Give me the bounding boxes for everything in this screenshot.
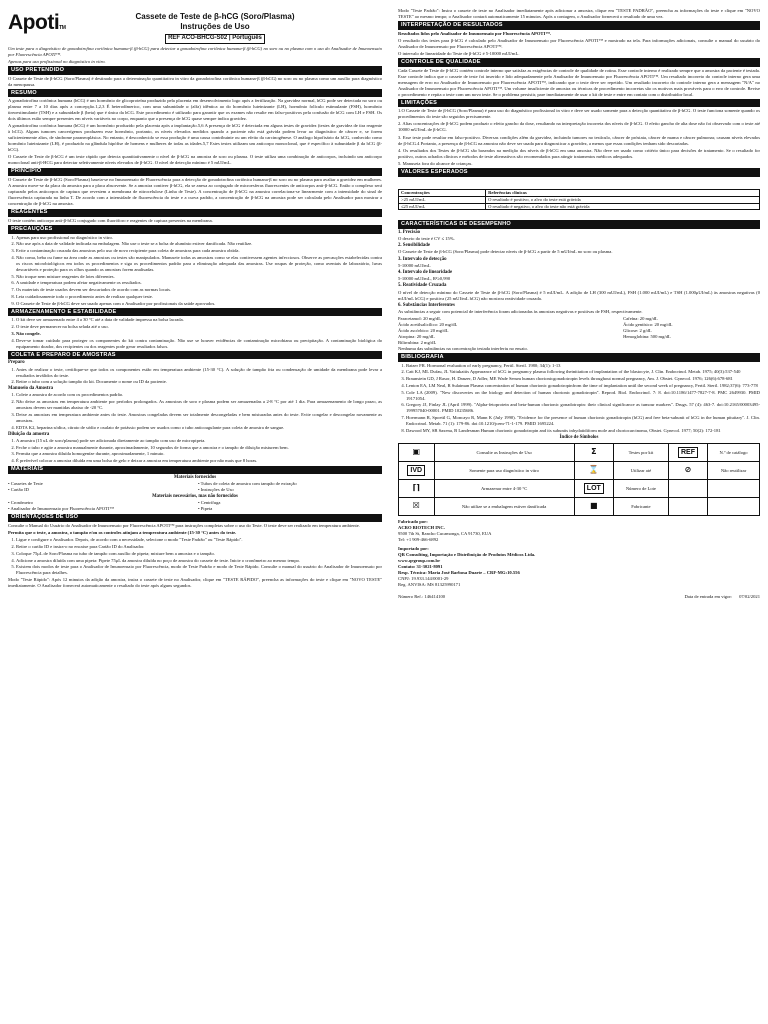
material-item: • Analisador de Imunoensaio por Fluorescência APOTI™ [8, 506, 114, 512]
resumo-paragraph-3: O Cassete de Teste de β-hCG é um teste rápido que detecta quantitativamente o nível de β-hCG na amostra de soro ou plasma. O teste utiliza uma combinação de anticorpos, incluindo um anticorpo monoclonal anti-β-HCG para detectar seletivamente níveis elevados de β-hCG. O nível de detecção mínimo é 5 mUI/mL. [8, 154, 382, 166]
list-item: 1. A amostra (15 uL de soro/plasma) pode ser adicionada diretamente ao tampão com uso de micropipeta. [16, 438, 382, 444]
list-item: 5. Não troque nem misture reagentes de lotes diferentes. [16, 274, 382, 280]
title-line1: Cassete de Teste de β-hCG (Soro/Plasma) [135, 12, 295, 21]
table-cell: Não reutilizar [708, 462, 760, 480]
symbol-cell [399, 480, 435, 498]
substancia-item [623, 340, 760, 346]
deteccao-text: 5-10000 mUI/mL [398, 262, 431, 268]
anvisa-registration: Reg. ANVISA: MS 81325990171 [398, 581, 461, 587]
effective-date [684, 594, 760, 600]
section-materiais: MATERIAIS [8, 466, 382, 474]
section-principio: PRINCÍPIO [8, 168, 382, 176]
right-column [398, 8, 760, 600]
armazenamento-list [16, 317, 382, 349]
interpretacao-subtitle: Resultados lidos pelo Analisador de Imunoensaio por Fluorescência APOTI™. [398, 30, 552, 36]
linearidade-text: 5-10000 mUI/mL, R²≥0,990 [398, 276, 451, 282]
table-cell: O resultado é negativo, o alvo do teste não está grávida [486, 203, 760, 210]
list-item: 3. Braunstein GD, J Rasor, H. Danzer, D Adler, ME Wade Serum human chorionicgonadotropin levels throughout normal pregnancy, Am. J. Obstet. Gynecol. 1976; 126(6):678-681 [406, 376, 760, 382]
limitacao-item: 4. Os resultados dos Testes de β-hCG são baseados na medição dos níveis de β-hCG em uma amostra. Não deve ser usado como critério único para decisões de tratamento. Se o resultado for positivo, outros achados clínicos e métodos de teste alternativos são recomendados para atingir tratamentos médicos adequados. [398, 147, 760, 159]
table-cell: Fabricante [613, 498, 668, 516]
list-item: 1. Antes de realizar o teste, certifique-se que todos os componentes estão em temperatura ambiente (15-30 °C). A solução de tampão fria ou condensação de umidade da membrana pode levar a resultados inválidos do teste. [16, 367, 382, 379]
preparo-list [16, 367, 382, 386]
table-cell: Armazenar entre 4-30 °C [434, 480, 574, 498]
hourglass-icon: ⌛ [588, 465, 599, 475]
list-item: 3. Deixe as amostras em temperatura ambiente antes do teste. Amostras congeladas devem ser totalmente descongeladas e bem misturadas antes do teste. Evite congelar e descongelar novamente as amostras. [16, 412, 382, 424]
intro-professional-use: Apenas para uso profissional no diagnóstico in vitro. [8, 58, 106, 64]
substancia-item: Bilirrubina: 2 mg/dL [398, 339, 437, 345]
symbol-cell [574, 480, 613, 498]
symbol-cell [574, 498, 613, 516]
list-item: 4. Adicione a amostra diluída com uma pipeta: Pipete 75μL da amostra diluída no poço de amostra do cassete de teste. Inicie o cronômetro ao mesmo tempo. [16, 558, 382, 564]
section-coleta: COLETA E PREPARO DE AMOSTRAS [8, 351, 382, 359]
symbol-cell [668, 480, 707, 498]
list-item: 1. Colete a amostra de acordo com os procedimentos padrão. [16, 392, 382, 398]
importer-name: QR Consulting, Importação e Distribuição de Produtos Médicos Ltda. [398, 551, 536, 557]
list-item: 5. Existem dois modos de teste para o Analisador de Imunoensaio por Fluorescência, modo de Teste Padrão e modo de Teste Rápido. Consulte o manual do usuário do Analisador de Imunoensaio por Fluorescência para detalhes. [16, 564, 382, 576]
linearidade-label: 4. Intervalo de linearidade [398, 269, 453, 275]
table-cell: Consulte as Instruções de Uso [434, 444, 574, 462]
orientacoes-steps [16, 537, 382, 576]
substancia-item: Atropina: 20 mg/dL [398, 333, 435, 339]
ivd-icon: IVD [407, 465, 425, 476]
fabricado-label: Fabricado por: [398, 519, 428, 525]
list-item: 5. Cole LA (2009). "New discoveries on the biology and detection of human chorionic gonadotropin". Reprod. Biol. Endocrinol. 7: 8. doi:10.1186/1477-7827-7-8. PMC 2649930. PMID 19171054. [406, 390, 760, 402]
simbolos-table [398, 443, 760, 516]
list-item: 9. O Cassete de Teste de β-hCG deve ser usado apenas com o Analisador por profissionais da saúde aprovados. [16, 301, 382, 307]
reagentes-text: O teste contém anticorpo anti-β-hCG conjugado com fluoróforo e reagentes de captura presentes na membrana. [8, 217, 213, 223]
interpretacao-paragraph-1: O resultado dos testes para β-hCG é calculado pelo Analisador de Imunoensaio por Fluorescência APOTI™ e mostrado na tela. Para informações adicionais, consulte o manual do usuário do Analisador de Imunoensaio por Fluorescência APOTI™. [398, 37, 760, 49]
table-cell: Utilizar até [613, 462, 668, 480]
sensibilidade-text: O Cassete de Teste de β-hCG (Soro/Plasma) pode detectar níveis de β-hCG a partir de 5 mUI/mL no soro ou plasma. [398, 249, 613, 255]
limitacao-item: 5. Manuseia fora do alcance de crianças. [398, 160, 473, 166]
reatividade-text: O nível de detecção mínimo do Cassete de Teste de β-hCG (Soro/Plasma) é 5 mUI/mL. A adição de LH (300 mUI/mL), FSH (1.000 mUI/mL) e TSH (1.000μUI/mL) às amostras negativas (0 mUI/mL hCG) e positiva (25 mUI/mL hCG) não mostrou reatividade cruzada. [398, 289, 760, 301]
table-cell: Testes por kit [613, 444, 668, 462]
factory-icon: ■ [590, 501, 598, 511]
section-caracteristicas: CARACTERÍSTICAS DE DESEMPENHO [398, 220, 760, 228]
thermometer-icon: ⌈⌉ [412, 483, 420, 493]
material-item: • Instruções de Uso [198, 487, 234, 493]
material-item: • Cartão ID [8, 487, 29, 493]
preparo-label: Preparo [8, 360, 25, 366]
substancias-label: 6. Substâncias Interferentes [398, 302, 455, 308]
list-item: 2. Retire o tubo com a solução tampão do kit. Documente o nome ou ID da paciente. [16, 379, 382, 385]
intro-text: Um teste para o diagnóstico de gonadotrofina coriônica humana-β (β-hCG) para detectar a gonadotrofina coriônica humana-β (β-hCG) no soro ou no plasma com o uso do Analisador de Imunoensaio por Fluorescência APOTI™. [8, 46, 382, 57]
damaged-package-icon: ☒ [412, 501, 420, 511]
limitacao-item: 1.O Cassete de Teste de β-hCG (Soro/Plasma) é para uso do diagnóstico profissional in vitro e deve ser usado somente para a detecção quantitativa de β-hCG. O teste funciona somente quando os procedimentos do teste são seguidos precisamente. [398, 108, 760, 120]
list-item: 2. Catt KJ, ML Dufau, JL Vaitukaitis Appearance of hCG in pregnancy plasma following theinitiation of implantation of the blastocyte, J. Clin. Endocrinol. Metab. 1975; 40(3):537-540 [406, 369, 760, 375]
symbol-cell [668, 498, 707, 516]
list-item: 8. Dawood MY, SB Saxena, B Landesman Human chorionic gonadotropin and its subunits inhydatidiform mole and choriocarcinoma, Obstet. Gynecol. 1977; 50(2): 172-181 [406, 428, 760, 434]
substancia-item: Cafeína: 20 mg/dL [623, 316, 658, 322]
list-item: 6. Gregory JJ, Finlay JL (April 1999). "Alpha-fetoprotein and beta-human chorionic gonadotropin: their clinical significance as tumour markers". Drugs. 57 (4): 463-7. doi:10.2165/00003495-199957040-00001. PMID 10235686. [406, 402, 760, 414]
effective-date-value: 07/02/2021 [739, 593, 760, 599]
table-row [399, 196, 760, 203]
table-cell: Número de Lote [613, 480, 668, 498]
list-item: 4. Lenton EA, LM Neal, R Sulaiman Plasma concentration of human chorionic gonadotropinfrom the time of implantation until the second week of pregnancy, Fertil. Steril. 1982;37(6): 773-778 [406, 383, 760, 389]
table-cell [708, 498, 760, 516]
document-title [120, 12, 310, 44]
substancias-grid [398, 316, 760, 346]
limitacao-item: 3. Esse teste pode resultar em falso-positivo. Diversas condições além da gravidez, incluindo tumores no testículo, câncer de próstata, câncer de mama e câncer pulmonar, causam níveis elevados de β-hCG.4 Portanto, a presença de β-hCG na amostra não deve ser usada para diagnosticar a gravidez, a menos que essas condições tenham sido descartadas. [398, 134, 760, 146]
brand-name: Apoti [8, 11, 60, 34]
section-precaucoes: PRECAUÇÕES [8, 225, 382, 233]
effective-date-label: Data de entrada em vigor: [684, 593, 733, 599]
uso-pretendido-text: O Cassete de Teste de β-hCG (Soro/Plasma) é destinado para a determinação quantitativa in vitro da gonadotrofina coriônica humana-β (β-hCG) no soro ou no plasma como um auxílio para diagnóstico da menopausa. [8, 75, 382, 87]
manufacturer-phone: Tel: +1 909-466-6892 [398, 537, 439, 542]
table-cell: >25 mUI/mL [399, 196, 486, 203]
section-bibliografia: BIBLIOGRAFIA [398, 353, 760, 361]
precisao-label: 1. Precisão [398, 229, 421, 235]
book-icon: ▣ [412, 447, 421, 457]
section-resumo: RESUMO [8, 89, 382, 97]
resumo-paragraph-1: A gonadotrofina coriônica humana (hCG) é um hormônio de glicoproteína produzido pela placenta em desenvolvimento logo após a fertilização. Na gravidez normal, hCG pode ser detectada no soro ou plasma entre 7 a 10 dias após a concepção.1,2,3 É heterodímerico, com uma subunidade α (alfa) idêntica ao do hormônio luteinizante (LH), hormônio folículo estimulante (FSH), hormônio tireoestimulante (TSH) e a subunidade β (beta) que é única da hCG. Este procedimento é utilizado para garantir que os exames não resulte em falso-positivos pela confusão de hCG com LH e FSH. Os dois últimos estão sempre presentes em níveis variáveis no corpo, enquanto que a presença de hCG quase sempre indica gravidez. [8, 98, 382, 122]
section-valores-esperados: VALORES ESPERADOS [398, 168, 760, 176]
manuseio-list [16, 392, 382, 430]
symbol-cell [399, 462, 435, 480]
substancia-item: Hemoglobina: 500 mg/dL [623, 333, 671, 339]
importer-website: www.qrgroup.com.br [398, 557, 441, 563]
technical-responsible: Resp. Técnica: Maria José Barbosa Duarte – CRF-MG:10.556 [398, 569, 520, 575]
list-item: 4. Deve-se tomar cuidado para proteger os componentes do kit contra contaminação. Não use se houver evidências de contaminação microbiana ou precipitação. A contaminação biológica do equipamento doador, dos recipientes ou dos reagentes pode gerar resultados falsos. [16, 338, 382, 350]
reatividade-label: 5. Reatividade Cruzada [398, 283, 447, 289]
list-item: 3. Não congele. [16, 331, 382, 337]
symbol-cell [574, 462, 613, 480]
interpretacao-paragraph-2: O intervalo de linearidade do Teste de β-hCG é 5-10000 mUI/mL. [398, 50, 520, 56]
list-item: 7. Hoermann R, Spoettl G, Moncayo R, Mann K (July 1990). "Evidence for the presence of human chorionic gonadotropin (hCG) and free beta-subunit of hCG in the human pituitary". J. Clin. Endocrinol. Metab. 71 (1): 179-86. doi:10.1210/jcem-71-1-179. PMID 1695224. [406, 415, 760, 427]
list-item: 2. Retire o cartão ID e insira-o no encaixe para Cartão ID do Analisador. [16, 544, 382, 550]
list-item: 1. Apenas para uso profissional no diagnóstico in vitro. [16, 235, 382, 241]
list-item: 3. Coloque 75μL de Soro/Plasma no tubo de tampão com auxílio de pipeta; misture bem a amostra e o tampão. [16, 551, 382, 557]
list-item: 4. É preferível colocar a amostra diluída em uma bolsa de gelo e deixar a amostra em temperatura ambiente por não mais que 8 horas. [16, 458, 382, 464]
section-limitacoes: LIMITAÇÕES [398, 99, 760, 107]
substancia-item: Ácido gentísico: 20 mg/dL [623, 322, 673, 328]
ref-icon: REF [678, 447, 698, 458]
substancia-item: Paracetamol: 20 mg/dL [398, 316, 442, 322]
simbolos-title: Índice de Símbolos [559, 434, 599, 440]
symbol-cell [574, 444, 613, 462]
orientacoes-modo-rapido: Modo "Teste Rápido": Após 12 minutos da adição da amostra, insira o cassete de teste no Analisador, clique em "TESTE RÁPIDO", preencha as informações do teste e clique em "NOVO TESTE" imediatamente. O Analisador fornecerá automaticamente o resultado do teste após alguns segundos. [8, 577, 382, 589]
substancia-item: Ácido ascórbico: 20 mg/dL [398, 327, 449, 333]
symbol-cell [399, 444, 435, 462]
precaucoes-list [16, 235, 382, 307]
precisao-text: O desvio do teste é CV ≤ 15%. [398, 235, 455, 241]
table-header: Referências clínicas [486, 189, 760, 196]
diluicao-list [16, 438, 382, 464]
section-interpretacao: INTERPRETAÇÃO DE RESULTADOS [398, 21, 760, 29]
symbol-cell [668, 444, 707, 462]
table-cell: O resultado é positivo, o alvo do teste está grávida [486, 196, 760, 203]
orientacoes-paragraph-2: Permita que o teste, a amostra, o tampão e/ou os controles atinjam a temperatura ambiente (15-30 °C) antes do teste. [8, 530, 237, 536]
table-cell: N.º de catálogo [708, 444, 760, 462]
controle-qualidade-text: Cada Cassete de Teste de β-hCG contém controle interno que satisfaz as exigências de controle de qualidade de rotina. Esse controle interno é realizado sempre que a amostra da paciente é testada. Esse controle indica que o cassete de teste foi inserido e lido adequadamente pelo Analisador de Imunoensaio por Fluorescência APOTI™. Um resultado incorreto do controle interno gera uma mensagem de erro no Analisador de Imunoensaio por Fluorescência APOTI™, indicando que o teste deve ser repetido. Um resultado incorreto do controle interno gera a mensagem "N/A" no Analisador de Imunoensaio por Fluorescência APOTI™. Um volume insuficiente de amostra ou técnicas de procedimento incorretas são os motivos mais prováveis para o erro de controle. Revise o procedimento e repita o teste com um novo teste. Se o problema persistir, pare imediatamente de usar o kit de teste e entre em contato com o distribuidor local. [398, 67, 760, 97]
deteccao-label: 3. Intervalo de detecção [398, 256, 447, 262]
sensibilidade-label: 2. Sensibilidade [398, 243, 430, 249]
substancias-final: Nenhuma das substâncias na concentração testada interferiu no ensaio. [398, 345, 528, 351]
list-item: 2. Feche o tubo e agite a amostra manualmente durante, aproximadamente, 10 segundos de forma que a amostra e o tampão de diluição misturem bem. [16, 445, 382, 451]
reference-number: Número Ref.: 146414100 [398, 593, 446, 599]
materiais-necessarios-label: Materiais necessários, mas não fornecidos [152, 494, 238, 500]
table-row [399, 203, 760, 210]
manufacturer-address: 9500 7th St, Rancho Cucamonga, CA 91730, EUA [398, 531, 492, 537]
cnpj: CNPJ: 19.933.144/0001-29 [398, 575, 449, 581]
importer-block [398, 546, 760, 600]
lot-icon: LOT [584, 483, 604, 494]
principio-text: O Cassete de Teste de β-hCG (Soro/Plasma) baseia-se no Imunoensaio de Fluorescência para a detecção de gonadotrofina coriônica humana-β no soro ou no plasma para avaliar a gravidez em mulheres. A amostra move-se da placa da amostra para a placa absorvente. Se a amostra contiver β-hCG, ela se anexa ao conjugado de microesferas fluorescentes de anticorpos anti-β-hCG. Então o complexo será capturado pelos anticorpos de captura que revestem a membrana de nitrocelulose (Linha de Teste). A concentração de β-hCG na amostra correlaciona-se linearmente com a intensidade do sinal de fluorescência capturada na linha T. De acordo com a intensidade de fluorescência do teste e a curva padrão, a concentração de β-hCG na amostra pode ser calculada pelo Analisador para mostrar a concentração de β-hCG na amostra. [8, 177, 382, 207]
section-uso-pretendido: USO PRETENDIDO [8, 66, 382, 74]
list-item: 4. EDTA K2, heparina sódica, citrato de sódio e oxalato de potássio podem ser usados como o tubo anticoagulante para coleta de amostra de sangue. [16, 425, 382, 431]
importado-label: Importado por: [398, 545, 429, 551]
section-armazenamento: ARMAZENAMENTO E ESTABILIDADE [8, 308, 382, 316]
tests-per-kit-icon: Σ [591, 447, 597, 457]
materiais-fornecidos-label: Materiais fornecidos [173, 474, 217, 480]
list-item: 3. Permita que a amostra diluída homogeníze durante, aproximadamente, 1 minuto. [16, 451, 382, 457]
symbol-cell [668, 462, 707, 480]
section-reagentes: REAGENTES [8, 209, 382, 217]
section-controle-qualidade: CONTROLE DE QUALIDADE [398, 58, 760, 66]
valores-table [398, 189, 760, 211]
symbol-cell [399, 498, 435, 516]
manuseio-label: Manuseio da Amostra [8, 386, 54, 392]
section-orientacoes: ORIENTAÇÕES DE USO [8, 514, 382, 522]
limitacao-item: 2. Altas concentrações de β-hCG podem produzir o efeito gancho da dose, resultando na interpretação incorreta dos níveis de β-hCG. O efeito gancho de alta dose não foi observado com o teste até 10000 mUI/mL de β-hCG. [398, 121, 760, 133]
table-cell: Não utilize se a embalagem estiver danificada [434, 498, 574, 516]
list-item: 2. Não deixe as amostras em temperatura ambiente por períodos prolongados. As amostras de soro e plasma podem ser armazenadas a 2-8 °C por até 1 dia. Para armazenamento de longo prazo, as amostras devem ser mantidas abaixo de -20 °C. [16, 399, 382, 411]
leaflet-header [8, 8, 382, 46]
list-item: 1. Ligue e configure o Analisador. Depois, de acordo com a necessidade, selecione o modo "Teste Padrão" ou "Teste Rápido". [16, 537, 382, 543]
importer-contact: Contato: 31-3021-8091 [398, 563, 443, 569]
manufacturer-block [398, 519, 760, 543]
bibliografia-list [406, 363, 760, 434]
table-row [399, 480, 760, 498]
table-header: Concentrações [399, 189, 486, 196]
list-item: 2. Não use após a data de validade indicada na embalagem. Não use o teste se a bolsa de alumínio estiver danificada. Não reutilize. [16, 241, 382, 247]
table-header-row [399, 189, 760, 196]
orientacoes-paragraph-1: Consulte o Manual do Usuário do Analisador de Imunoensaio por Fluorescência APOTI™ para instruções completas sobre o uso do Teste. O teste deve ser realizado em temperatura ambiente. [8, 523, 360, 529]
table-row [399, 498, 760, 516]
material-item: • Pipeta [198, 506, 213, 512]
list-item: 4. Não coma, beba ou fume na área onde as amostras ou testes são manipulados. Manuseie todas as amostras como se elas contivessem agentes infecciosos. Observe as precauções estabelecidas contra os riscos microbiológicos em todos os procedimentos e siga os procedimentos padrão para a eliminação adequada das amostras. Use roupas de proteção, como aventais de laboratório, luvas descartáveis e proteção para os olhos quando as amostras forem analisadas. [16, 255, 382, 273]
substancia-item: Glicose: 2 g/dL [623, 327, 652, 333]
material-item: • Centrífuga [198, 500, 221, 506]
table-row [399, 462, 760, 480]
manufacturer-name: ACRO BIOTECH INC. [398, 525, 445, 531]
diluicao-label: Diluição da amostra [8, 431, 50, 437]
material-item: • Tubos de coleta de amostra com tampão de extração [198, 481, 297, 487]
title-line2: Instruções de Uso [180, 22, 250, 32]
list-item: 6. A umidade e temperatura podem afetar negativamente os resultados. [16, 280, 382, 286]
resumo-paragraph-2: A gonadotrofina coriônica humana (hCG) é um hormônio produzido pela placenta após a implantação.5,6 A presença de hCG é detectada em alguns testes de gravidez (testes de gravidez de tira reagente à hCG). Alguns tumores cancerígenos produzem esse hormônio, portanto, os níveis elevados medidos quando a paciente não está grávida podem levar ao diagnóstico de câncer e, se forem suficientemente altos, de síndrome paraneoplásica. No entanto, é desconhecido se essa produção é uma causa contribuinte ou um efeito da carcinogênese. O análogo hipofisário da hCG, conhecido como hormônio luteinizante (LH), é produzido na glândula hipófise de homens e mulheres de todas as idades.5,7 Estes testes utilizam um anticorpo monoclonal, que é específico à subunidade β da hCG (β-hCG). [8, 123, 382, 153]
no-reuse-icon: ⊘ [684, 465, 692, 475]
materiais-necessarios-grid [8, 500, 382, 512]
table-row [399, 444, 760, 462]
list-item: 2. O teste deve permanecer na bolsa selada até o uso. [16, 324, 382, 330]
footer-line [398, 594, 760, 600]
list-item: 3. Evite a contaminação cruzada das amostras pelo uso de novo recipiente para coleta de amostras para cada amostra obtida. [16, 248, 382, 254]
table-cell: ≤25 mUI/mL [399, 203, 486, 210]
list-item: 1. O kit deve ser armazenado entre 4 a 30 °C até a data de validade impressa na bolsa lacrada. [16, 317, 382, 323]
list-item: 8. Leia cuidadosamente todo o procedimento antes de realizar qualquer teste. [16, 294, 382, 300]
materiais-fornecidos-grid [8, 481, 382, 493]
material-item: • Cassetes de Teste [8, 481, 43, 487]
table-cell: Somente para uso diagnóstico in vitro [434, 462, 574, 480]
left-column [8, 8, 382, 590]
material-item: • Cronômetro [8, 500, 33, 506]
apoti-logo [8, 12, 65, 33]
brand-tm: TM [59, 25, 66, 31]
ref-badge: REF ACO-BHCG-S02 | Português [165, 34, 265, 44]
substancia-item: Ácido acetilsalicílico: 20 mg/dL [398, 322, 458, 328]
modo-padrao-text: Modo "Teste Padrão": Insira o cassete de teste no Analisador imediatamente após adicionar a amostra, clique em "TESTE PADRÃO", preencha as informações do teste e clique em "NOVO TESTE" ao mesmo tempo; o Analisador contará automaticamente 15 minutos. Após a contagem, o Analisador fornecerá o resultado de uma vez. [398, 8, 760, 19]
table-cell [708, 480, 760, 498]
list-item: 7. Os materiais de teste usados devem ser descartados de acordo com as normas locais. [16, 287, 382, 293]
substancias-intro: As substâncias a seguir com potencial de interferência foram adicionadas às amostras negativas e positivas de FSH, respectivamente. [398, 308, 643, 314]
list-item: 1. Batzer FR. Hormonal evaluation of early pregnancy, Fertil. Steril. 1980; 34(1): 1-13 [406, 363, 760, 369]
